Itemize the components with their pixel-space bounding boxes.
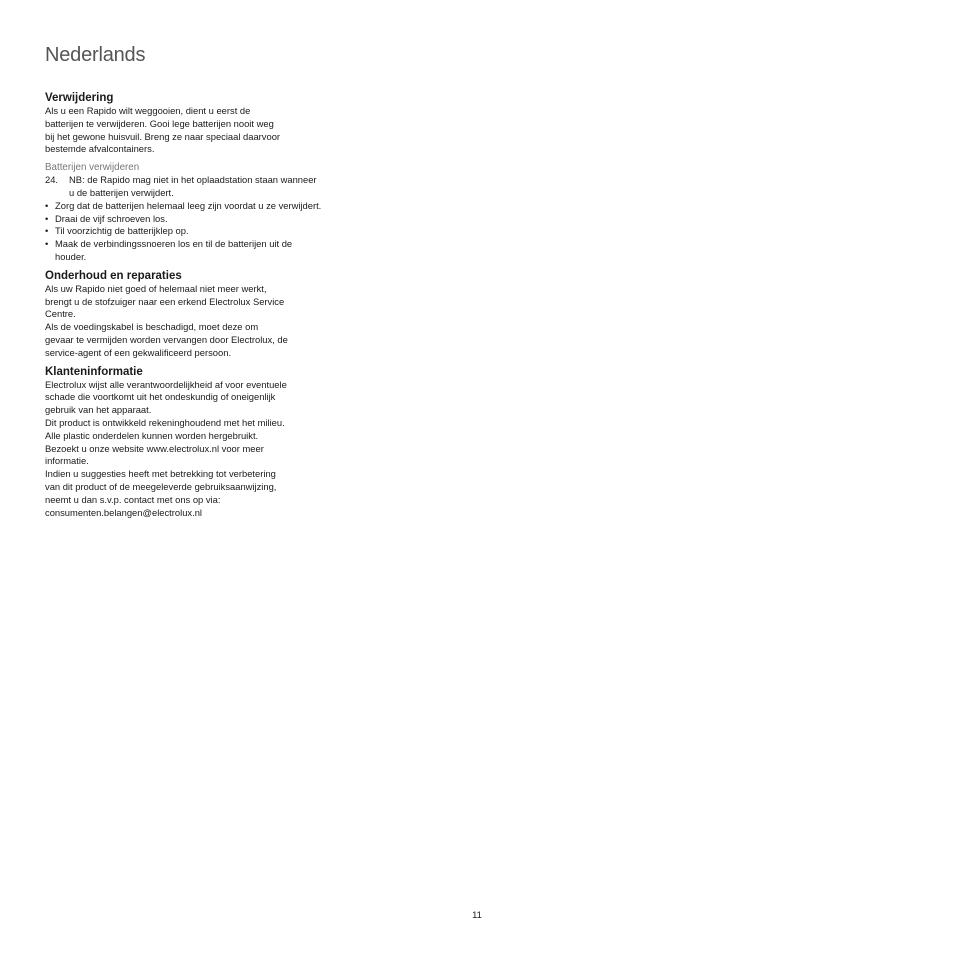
list-item [45, 213, 323, 226]
section-onderhoud [45, 270, 323, 360]
section-body-verwijdering [45, 105, 323, 156]
step-text: Zorg dat de batterijen helemaal leeg zijn voordat u ze verwijdert. [55, 199, 322, 211]
step-text: NB: de Rapido mag niet in het oplaadstation staan wanneer u de batterijen verwijdert. [69, 174, 317, 198]
body-line: van dit product of de meegeleverde gebruiksaanwijzing, [45, 480, 277, 492]
body-line: Als de voedingskabel is beschadigd, moet deze om [45, 321, 259, 333]
bullet-marker: • [45, 199, 49, 211]
section-verwijdering [45, 92, 323, 264]
bullet-marker: • [45, 238, 49, 250]
bullet-marker: • [45, 225, 49, 237]
body-line: schade die voortkomt uit het ondeskundig of oneigenlijk [45, 391, 276, 403]
step-text: Maak de verbindingssnoeren los en til de batterijen uit de houder. [55, 238, 293, 262]
main-column [45, 92, 323, 519]
section-klanteninformatie [45, 366, 323, 520]
section-body-klanteninformatie [45, 379, 323, 520]
body-line: bij het gewone huisvuil. Breng ze naar speciaal daarvoor [45, 130, 281, 142]
body-line: gevaar te vermijden worden vervangen door Electrolux, de [45, 333, 288, 345]
section-heading-klanteninformatie: Klanteninformatie [45, 365, 143, 378]
contact-email: consumenten.belangen@electrolux.nl [45, 506, 203, 518]
body-line: Indien u suggesties heeft met betrekking tot verbetering [45, 468, 276, 480]
body-line: informatie. [45, 455, 89, 467]
list-item [45, 200, 323, 213]
body-line: Centre. [45, 308, 76, 320]
subheading-batterijen-verwijderen: Batterijen verwijderen [45, 162, 140, 174]
page-title: Nederlands [45, 44, 146, 66]
list-item [45, 225, 323, 238]
step-number: 24. [45, 174, 59, 186]
body-line: Als uw Rapido niet goed of helemaal niet meer werkt, [45, 282, 267, 294]
body-line: gebruik van het apparaat. [45, 404, 152, 416]
steps-list [45, 174, 323, 264]
body-line: Als u een Rapido wilt weggooien, dient u eerst de [45, 105, 251, 116]
body-line: Bezoekt u onze website www.electrolux.nl voor meer [45, 442, 264, 454]
body-line: Alle plastic onderdelen kunnen worden hergebruikt. [45, 429, 259, 441]
section-heading-onderhoud: Onderhoud en reparaties [45, 269, 182, 282]
body-line: bestemde afvalcontainers. [45, 143, 155, 155]
step-text: Draai de vijf schroeven los. [55, 212, 168, 224]
section-heading-verwijdering: Verwijdering [45, 92, 114, 104]
body-line: brengt u de stofzuiger naar een erkend Electrolux Service [45, 295, 285, 307]
section-body-onderhoud [45, 283, 323, 360]
body-line: Dit product is ontwikkeld rekeninghoudend met het milieu. [45, 416, 285, 428]
list-item [45, 174, 323, 200]
body-line: service-agent of een gekwalificeerd persoon. [45, 346, 232, 358]
body-line: neemt u dan s.v.p. contact met ons op via: [45, 493, 221, 505]
page-number: 11 [472, 909, 482, 920]
step-text: Til voorzichtig de batterijklep op. [55, 225, 189, 237]
body-line: Electrolux wijst alle verantwoordelijkheid af voor eventuele [45, 378, 287, 390]
bullet-marker: • [45, 212, 49, 224]
body-line: batterijen te verwijderen. Gooi lege batterijen nooit weg [45, 117, 274, 129]
list-item [45, 238, 323, 264]
